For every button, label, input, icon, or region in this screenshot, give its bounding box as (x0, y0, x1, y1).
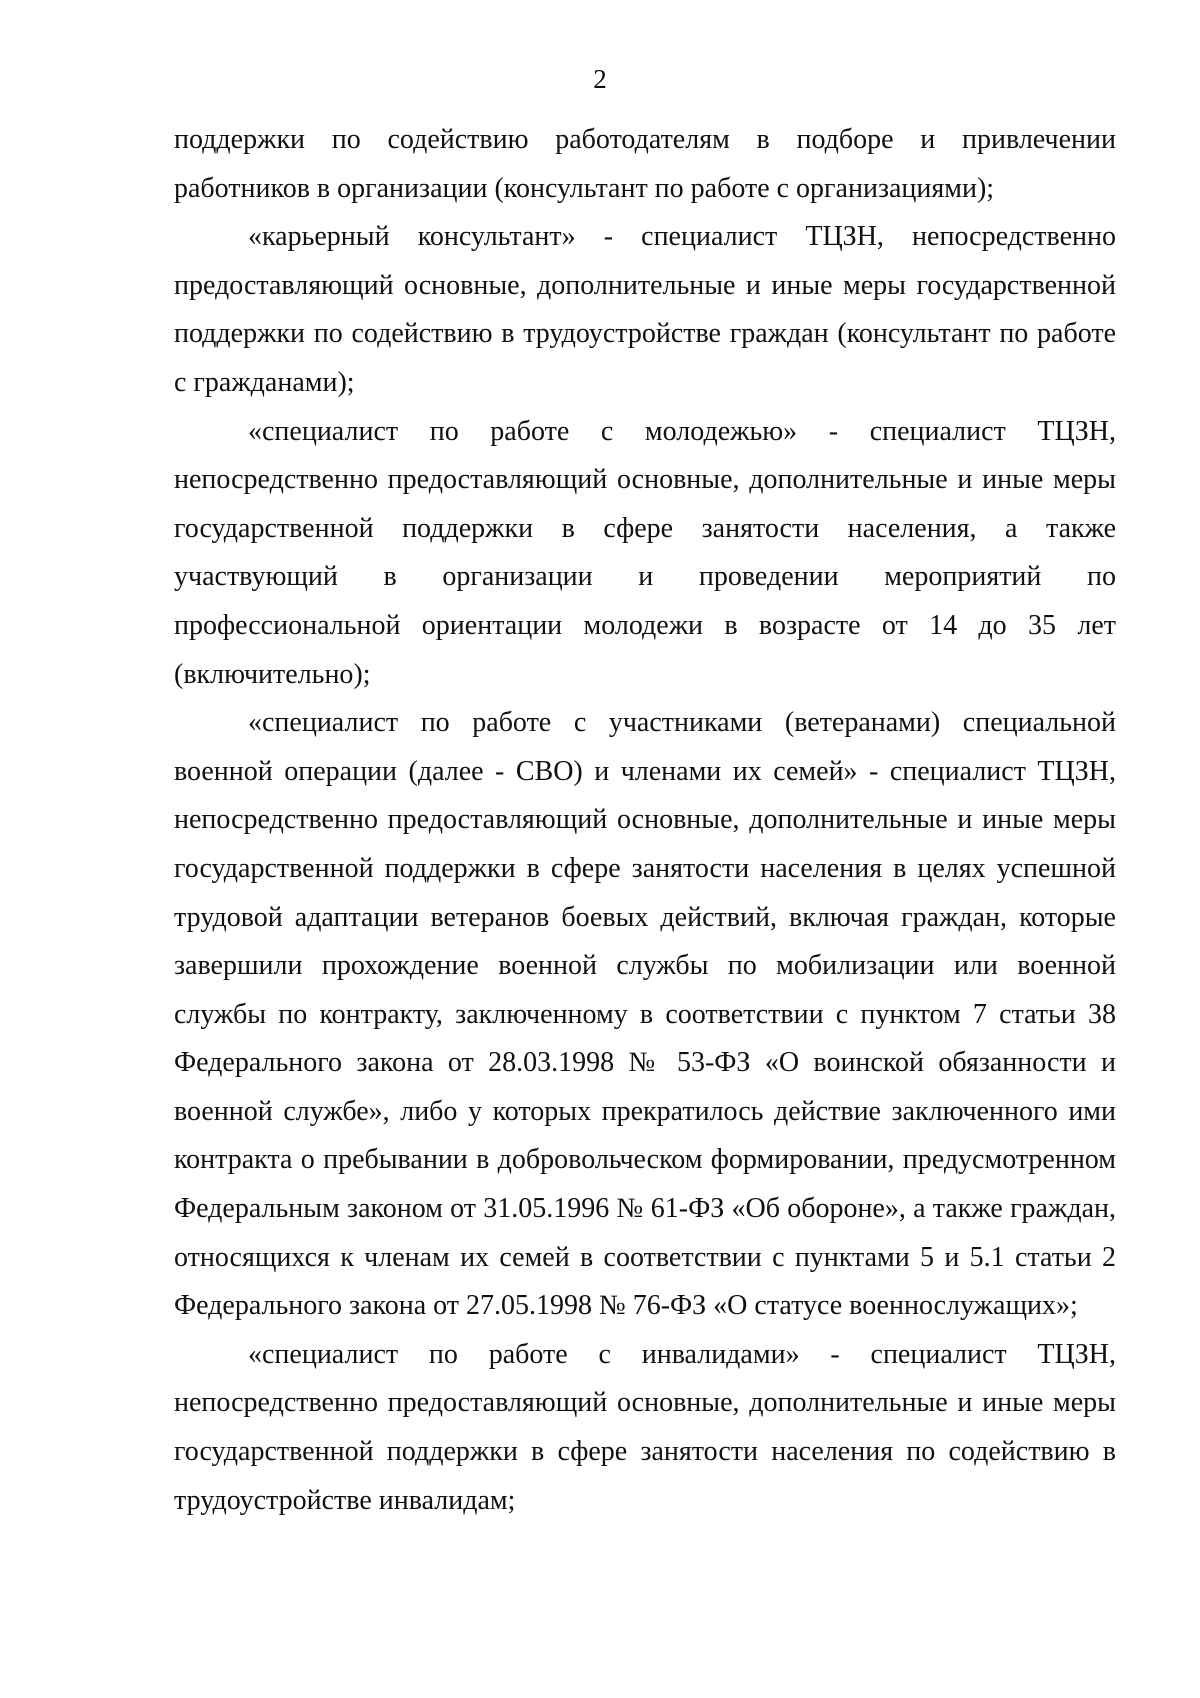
page-number: 2 (593, 64, 607, 94)
paragraph-youth-specialist: «специалист по работе с молодежью» - специалист ТЦЗН, непосредственно предоставляющий основные, дополнительные и иные меры государственной поддержки в сфере занятости населения, а также участвующий в организации и проведении мероприятий по профессиональной ориентации молодежи в возрасте от 14 до 35 лет (включительно); (174, 415, 1116, 690)
document-body (174, 116, 1116, 1525)
paragraph-svo-veterans-specialist: «специалист по работе с участниками (ветеранами) специальной военной операции (далее - СВО) и членами их семей» - специалист ТЦЗН, непосредственно предоставляющий основные, дополнительные и иные меры государственной поддержки в сфере занятости населения в целях успешной трудовой адаптации ветеранов боевых действий, включая граждан, которые завершили прохождение военной службы по мобилизации или военной службы по контракту, заключенному в соответствии с пунктом 7 статьи 38 Федерального закона от 28.03.1998 № 53-ФЗ «О воинской обязанности и военной службе», либо у которых прекратилось действие заключенного ими контракта о пребывании в добровольческом формировании, предусмотренном Федеральным законом от 31.05.1996 № 61-ФЗ «Об обороне», а также граждан, относящихся к членам их семей в соответствии с пунктами 5 и 5.1 статьи 2 Федерального закона от 27.05.1998 № 76-ФЗ «О статусе военнослужащих»; (174, 707, 1116, 1322)
paragraph-disability-specialist: «специалист по работе с инвалидами» - специалист ТЦЗН, непосредственно предоставляющий основные, дополнительные и иные меры государственной поддержки в сфере занятости населения по содействию в трудоустройстве инвалидам; (174, 1338, 1116, 1516)
paragraph-continuation: поддержки по содействию работодателям в подборе и привлечении работников в организации (консультант по работе с организациями); (174, 124, 1116, 204)
paragraph-career-consultant: «карьерный консультант» - специалист ТЦЗН, непосредственно предоставляющий основные, дополнительные и иные меры государственной поддержки по содействию в трудоустройстве граждан (консультант по работе с гражданами); (174, 221, 1116, 398)
